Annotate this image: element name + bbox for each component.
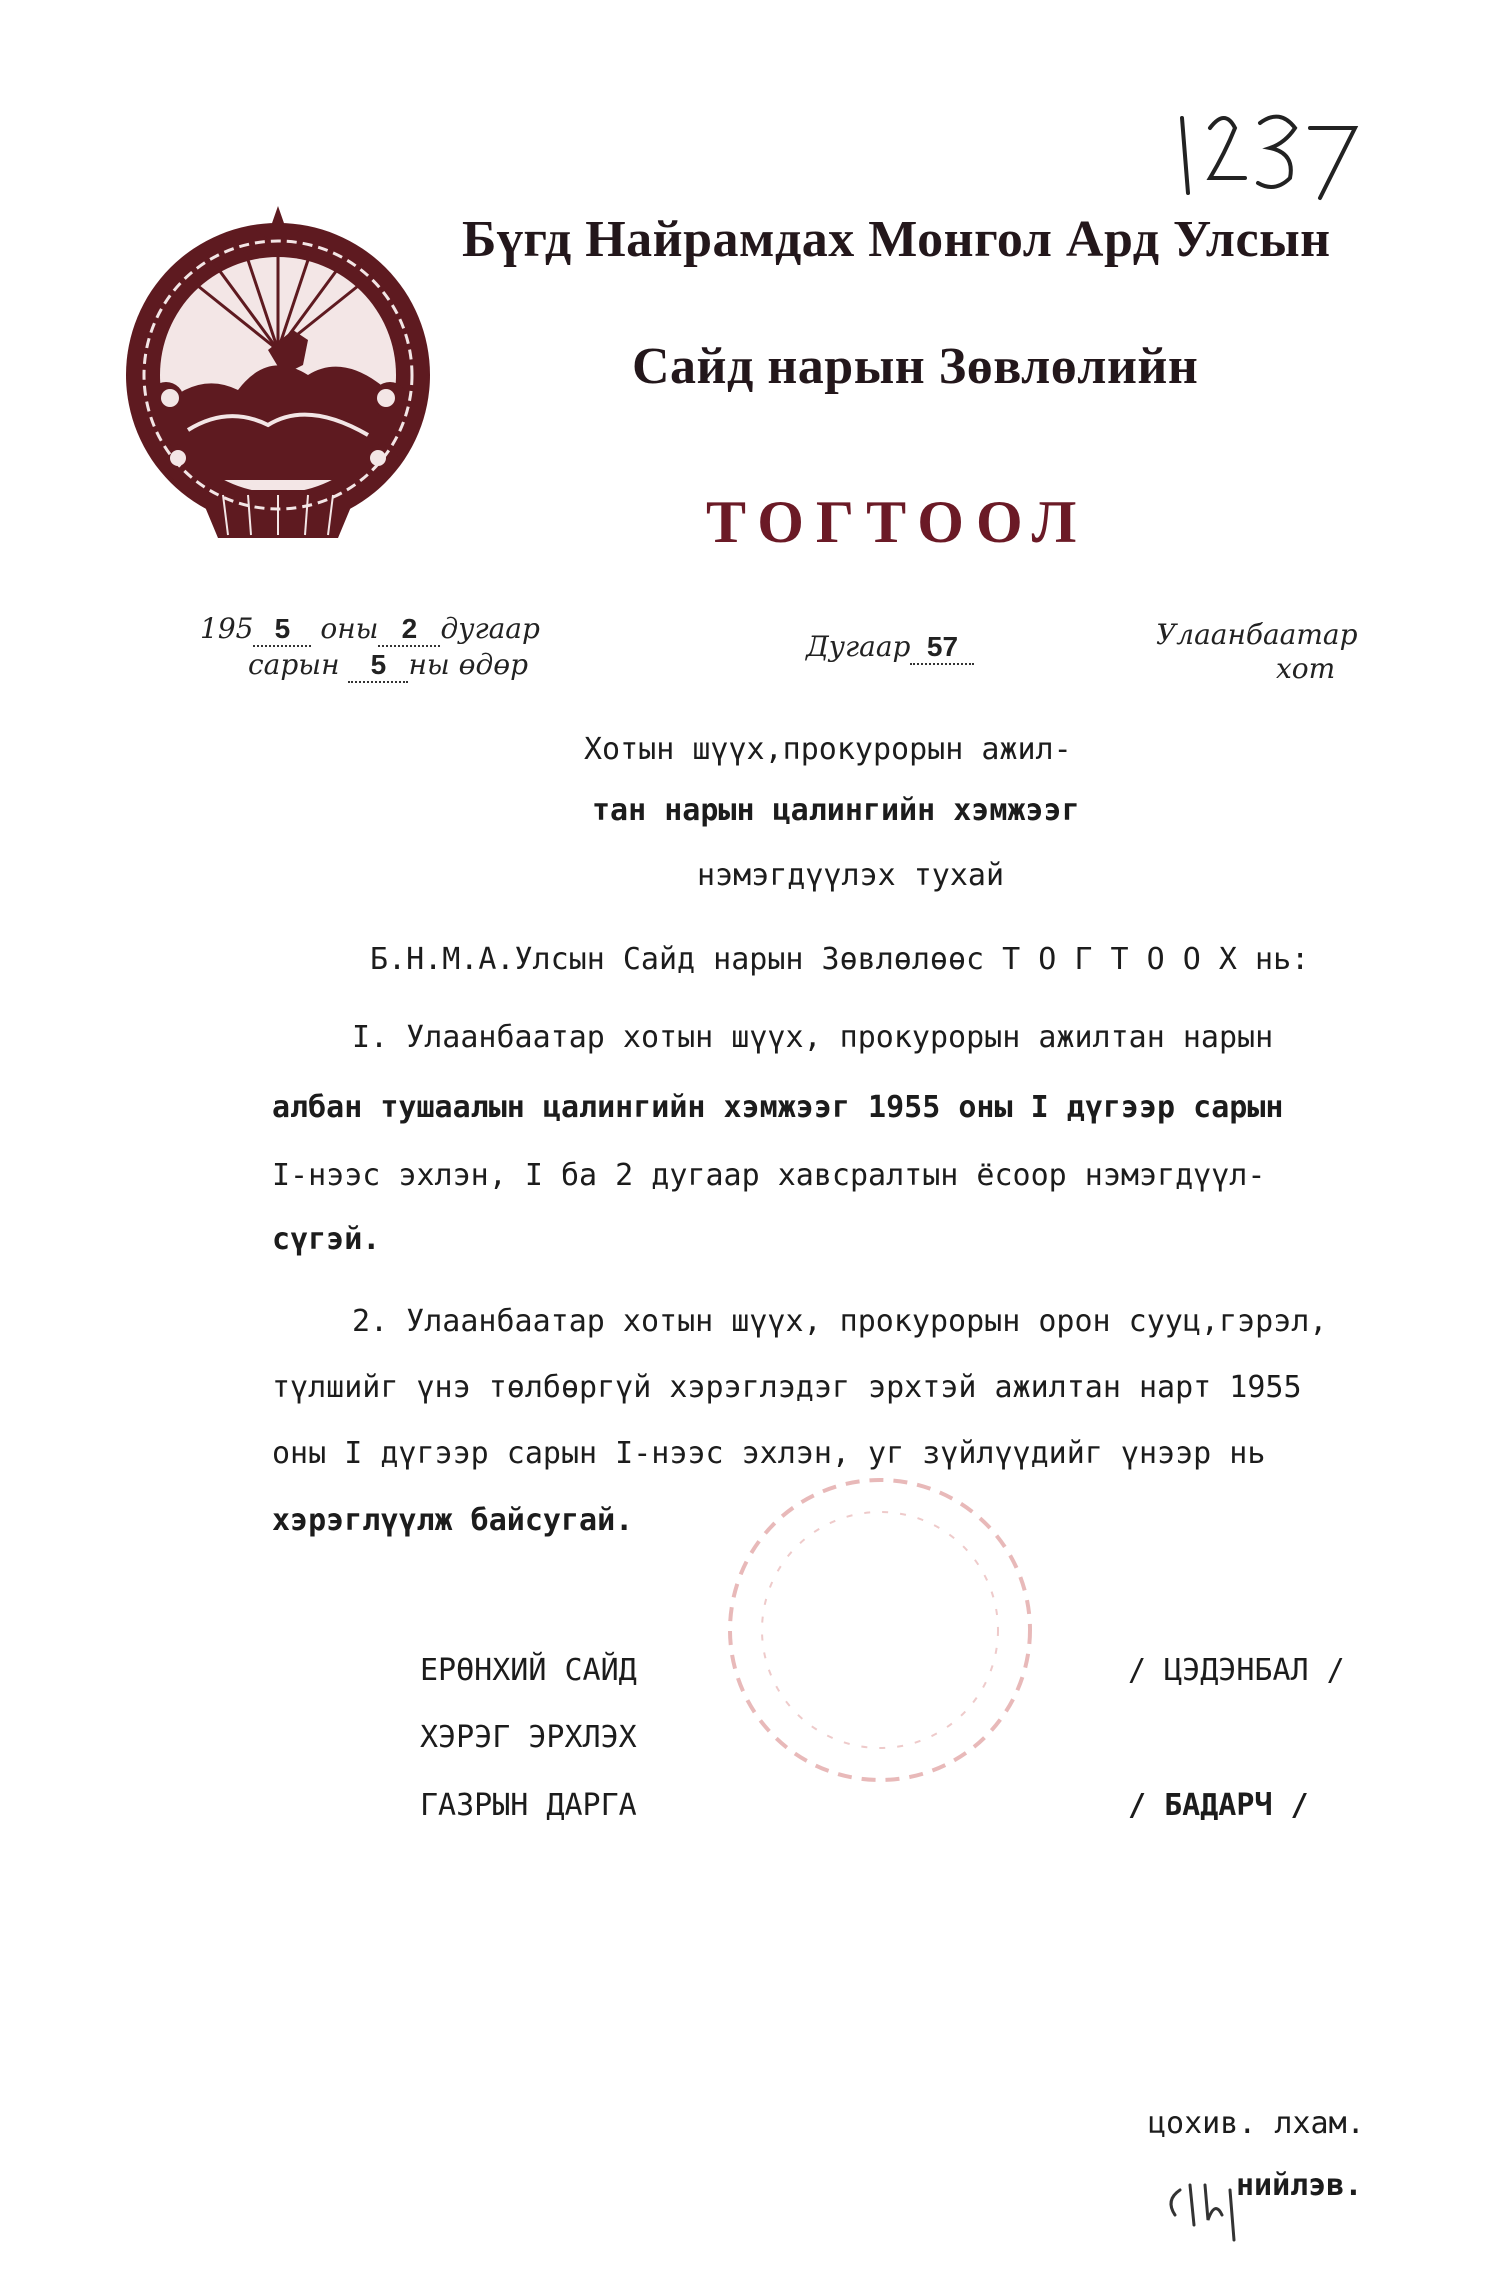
header-line-1: Бүгд Найрамдах Монгол Ард Улсын (462, 211, 1331, 268)
year-digit: 5 (253, 613, 311, 647)
paragraph-2-line-3: оны I дүгээр сарын I-нээс эхлэн, уг зүйлүүдийг үнээр нь (272, 1436, 1266, 1471)
document-number (806, 630, 974, 665)
date-suffix-1: дугаар (440, 612, 540, 645)
city-line-2: хот (1276, 652, 1336, 685)
date-prefix-2: сарын (248, 648, 340, 681)
state-emblem (118, 200, 438, 545)
signatory-title-2a: ХЭРЭГ ЭРХЛЭХ (420, 1720, 637, 1755)
date-mid-1: оны (320, 612, 379, 645)
document-title: ТОГТООЛ (706, 489, 1089, 555)
paragraph-2-line-4: хэрэглүүлж байсугай. (272, 1503, 634, 1538)
date-line-2 (248, 648, 528, 683)
date-line-1 (200, 612, 540, 647)
paragraph-2-line-1: 2. Улаанбаатар хотын шүүх, прокурорын орон сууц,гэрэл, (352, 1304, 1328, 1339)
signatory-title-1: ЕРӨНХИЙ САЙД (420, 1653, 637, 1688)
signatory-title-2b: ГАЗРЫН ДАРГА (420, 1788, 637, 1823)
paragraph-2-line-2: түлшийг үнэ төлбөргүй хэрэглэдэг эрхтэй ажилтан нарт 1955 (272, 1370, 1302, 1405)
paragraph-1-line-1: I. Улаанбаатар хотын шүүх, прокурорын ажилтан нарын (352, 1020, 1274, 1055)
official-stamp (720, 1470, 1040, 1790)
signatory-name-1: / ЦЭДЭНБАЛ / (1128, 1653, 1345, 1688)
city-line-1: Улаанбаатар (1156, 618, 1358, 651)
date-prefix-1: 195 (200, 612, 254, 645)
paragraph-1-line-4: сүгэй. (272, 1222, 381, 1257)
month-value: 2 (378, 613, 440, 647)
subject-line-3: нэмэгдүүлэх тухай (697, 858, 1005, 893)
footer-typed-by: цохив. лхам. (1148, 2106, 1365, 2141)
number-value: 57 (910, 631, 974, 665)
paragraph-1-line-2: албан тушаалын цалингийн хэмжээг 1955 оны I дүгээр сарын (272, 1090, 1284, 1125)
body-intro: Б.Н.М.А.Улсын Сайд нарын Зөвлөлөөс Т О Г Т О О Х нь: (370, 942, 1310, 977)
header-line-2: Сайд нарын Зөвлөлийн (632, 338, 1199, 395)
subject-line-1: Хотын шүүх,прокурорын ажил- (584, 732, 1072, 767)
subject-line-2: тан нарын цалингийн хэмжээг (592, 793, 1080, 828)
footer-checked-by: нийлэв. (1236, 2168, 1363, 2203)
signatory-name-2: / БАДАРЧ / (1128, 1788, 1309, 1823)
date-suffix-2: ны өдөр (408, 648, 528, 681)
day-value: 5 (348, 649, 408, 683)
paragraph-1-line-3: I-нээс эхлэн, I ба 2 дугаар хавсралтын ёсоор нэмэгдүүл- (272, 1158, 1266, 1193)
handwritten-initials (1160, 2170, 1250, 2250)
number-label: Дугаар (806, 630, 911, 663)
handwritten-archive-number (1170, 98, 1370, 208)
